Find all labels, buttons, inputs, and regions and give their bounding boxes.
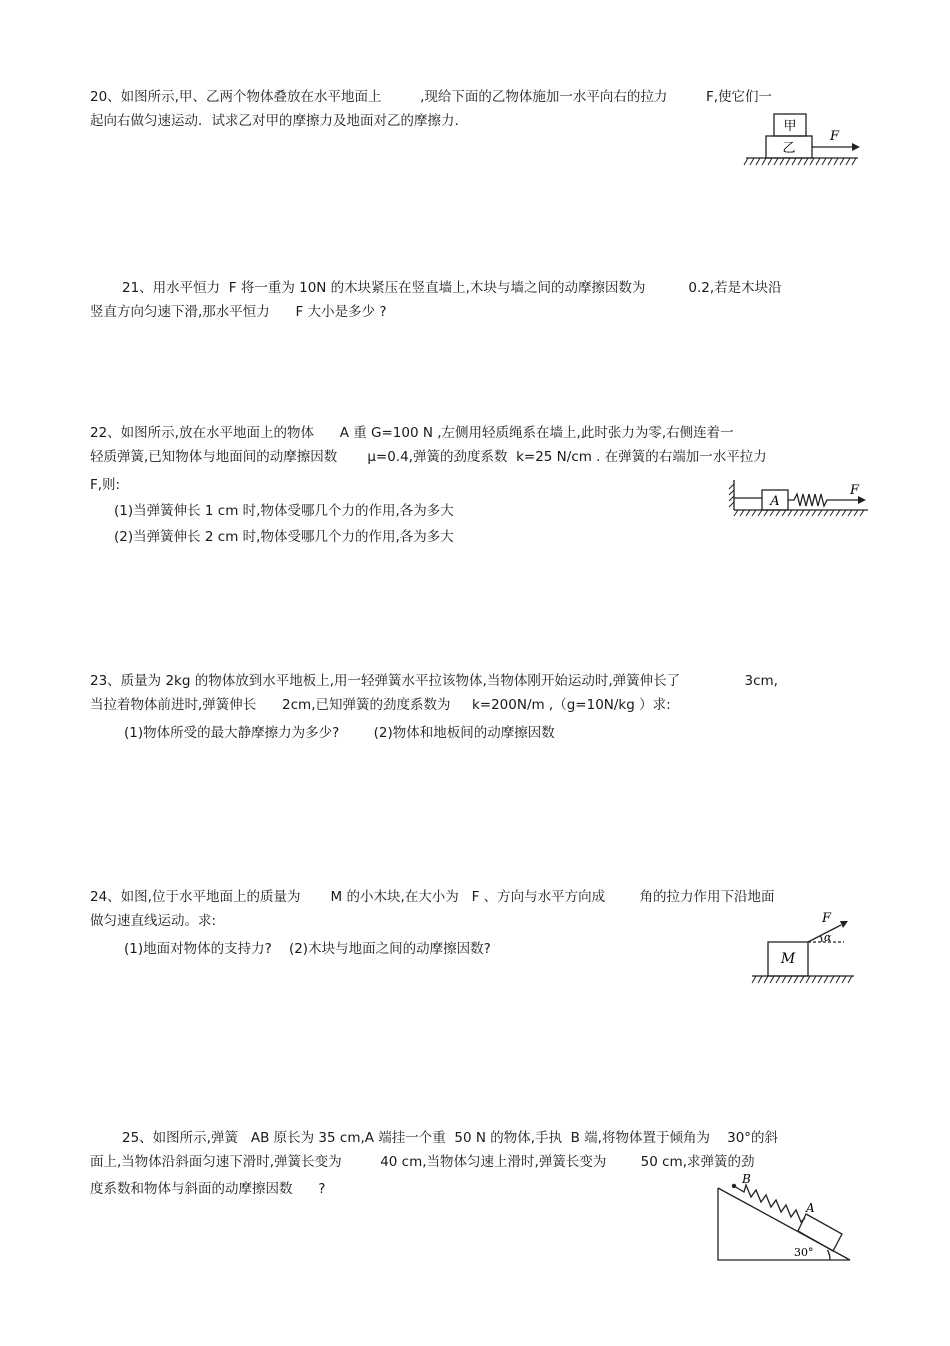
q22-ground-hatch bbox=[734, 510, 864, 516]
q24-line-2: 做匀速直线运动。求: bbox=[90, 913, 217, 929]
q20-line-1: 20、如图所示,甲、乙两个物体叠放在水平地面上 ,现给下面的乙物体施加一水平向右的拉力 F,使它们一 bbox=[90, 89, 773, 105]
q20-fig-label-jia: 甲 bbox=[783, 119, 797, 134]
q24-line-1: 24、如图,位于水平地面上的质量为 M 的小木块,在大小为 F 、方向与水平方向成 角的拉力作用下沿地面 bbox=[90, 889, 775, 905]
q25-figure-incline-spring bbox=[710, 1172, 856, 1266]
q24-sub: (1)地面对物体的支持力? (2)木块与地面之间的动摩擦因数? bbox=[124, 941, 491, 957]
q22-line-1: 22、如图所示,放在水平地面上的物体 A 重 G=100 N ,左侧用轻质绳系在墙上,此时张力为零,右侧连着一 bbox=[90, 425, 734, 441]
q24-figure-block-angled-force bbox=[748, 904, 858, 988]
q24-force-arrowhead bbox=[840, 921, 848, 928]
q21-line-1: 21、用水平恒力 F 将一重为 10N 的木块紧压在竖直墙上,木块与墙之间的动摩擦因数为 0.2,若是木块沿 bbox=[122, 280, 782, 296]
q25-line-2: 面上,当物体沿斜面匀速下滑时,弹簧长变为 40 cm,当物体匀速上滑时,弹簧长变为 50 cm,求弹簧的劲 bbox=[90, 1154, 755, 1170]
q20-fig-label-yi: 乙 bbox=[782, 141, 796, 156]
q22-fig-label-a: A bbox=[770, 494, 780, 509]
q20-line-2: 起向右做匀速运动．试求乙对甲的摩擦力及地面对乙的摩擦力. bbox=[90, 113, 459, 129]
q20-fig-label-force: F bbox=[830, 129, 840, 144]
q25-fig-label-angle: 30° bbox=[794, 1246, 814, 1259]
q24-angle-arc bbox=[821, 936, 823, 942]
q23-line-2: 当拉着物体前进时,弹簧伸长 2cm,已知弹簧的劲度系数为 k=200N/m ,（g=10N/kg ）求: bbox=[90, 697, 671, 713]
q23-sub: (1)物体所受的最大静摩擦力为多少? (2)物体和地板间的动摩擦因数 bbox=[124, 725, 555, 741]
q24-fig-label-force: F bbox=[822, 911, 832, 926]
q22-figure-block-spring bbox=[728, 476, 873, 518]
q22-line-3: F,则: bbox=[90, 477, 121, 493]
q22-spring bbox=[788, 494, 832, 506]
q25-fig-label-b: B bbox=[742, 1172, 751, 1186]
q25-point-b bbox=[732, 1184, 736, 1188]
q25-line-1: 25、如图所示,弹簧 AB 原长为 35 cm,A 端挂一个重 50 N 的物体,手执 B 端,将物体置于倾角为 30°的斜 bbox=[122, 1130, 779, 1146]
q25-fig-label-a: A bbox=[806, 1201, 815, 1215]
q24-fig-label-m: M bbox=[780, 951, 796, 967]
q20-force-arrowhead bbox=[852, 143, 860, 151]
q21-line-2: 竖直方向匀速下滑,那水平恒力 F 大小是多少 ? bbox=[90, 304, 387, 320]
q22-fig-label-force: F bbox=[850, 483, 860, 498]
q24-fig-label-angle: α bbox=[824, 931, 832, 944]
q20-ground-hatch bbox=[744, 158, 856, 165]
q22-wall-hatch bbox=[729, 484, 734, 507]
q23-line-1: 23、质量为 2kg 的物体放到水平地板上,用一轻弹簧水平拉该物体,当物体刚开始运动时,弹簧伸长了 3cm, bbox=[90, 673, 778, 689]
q20-figure-stacked-blocks bbox=[742, 108, 862, 170]
q22-sub-1: (1)当弹簧伸长 1 cm 时,物体受哪几个力的作用,各为多大 bbox=[114, 503, 454, 519]
q25-angle-arc bbox=[828, 1250, 831, 1260]
q22-force-arrowhead bbox=[858, 496, 866, 504]
q22-line-2: 轻质弹簧,已知物体与地面间的动摩擦因数 μ=0.4,弹簧的劲度系数 k=25 N/cm . 在弹簧的右端加一水平拉力 bbox=[90, 449, 767, 465]
q24-ground-hatch bbox=[752, 976, 852, 983]
q22-sub-2: (2)当弹簧伸长 2 cm 时,物体受哪几个力的作用,各为多大 bbox=[114, 529, 454, 545]
q25-line-3: 度系数和物体与斜面的动摩擦因数 ? bbox=[90, 1181, 326, 1197]
